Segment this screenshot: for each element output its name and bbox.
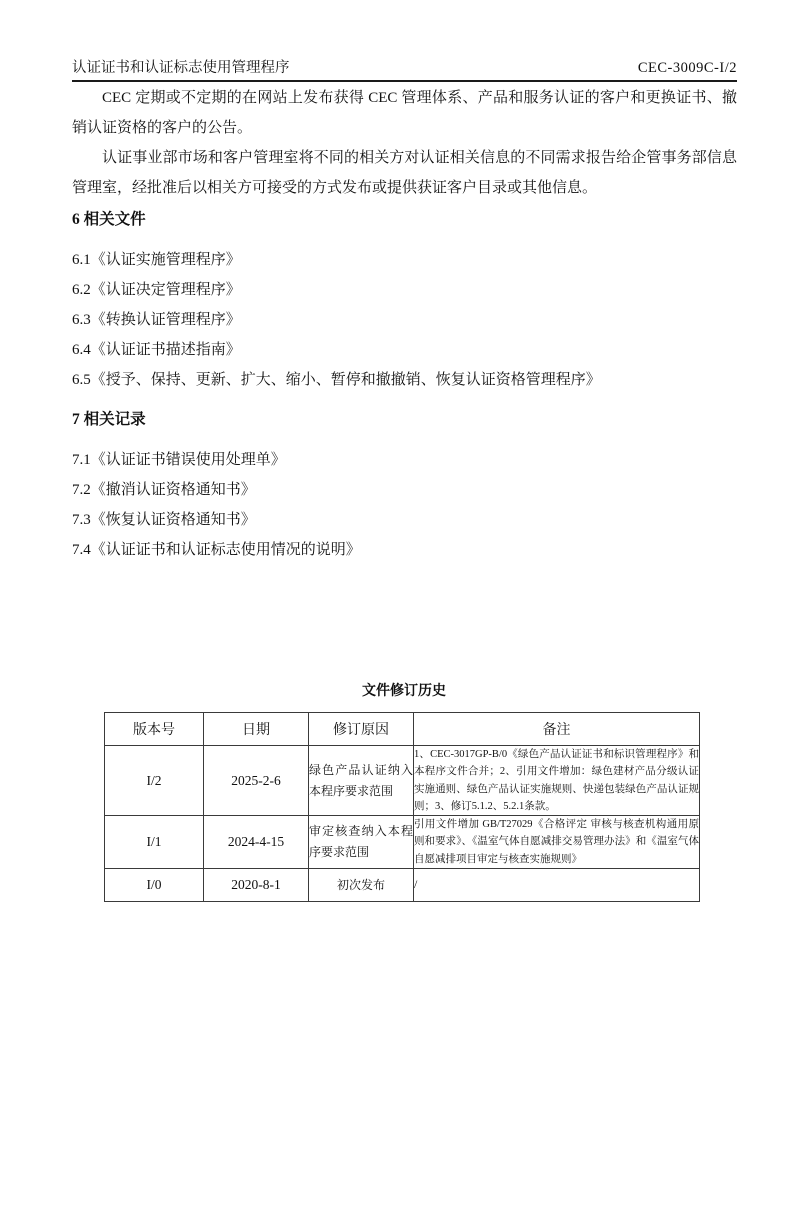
list-item: 6.2《认证决定管理程序》: [72, 282, 241, 298]
remark-cell: 引用文件增加 GB/T27029《合格评定 审核与核查机构通用原则和要求》、《温室气体自愿减排交易管理办法》和《温室气体自愿减排项目审定与核查实施规则》: [414, 816, 700, 869]
list-item: 7.3《恢复认证资格通知书》: [72, 512, 256, 528]
reason-cell: 绿色产品认证纳入本程序要求范围: [309, 746, 414, 816]
document-number: CEC-3009C-I/2: [637, 60, 737, 76]
section-6-list: [72, 245, 737, 395]
column-header-date: 日期: [204, 713, 309, 746]
column-header-reason: 修订原因: [309, 713, 414, 746]
section-7-heading: 7 相关记录: [72, 411, 146, 428]
section-7-list: [72, 445, 737, 565]
list-item: 6.1《认证实施管理程序》: [72, 252, 241, 268]
version-cell: I/1: [105, 816, 204, 869]
remark-cell: 1、CEC-3017GP-B/0《绿色产品认证证书和标识管理程序》和本程序文件合并；2、引用文件增加：绿色建材产品分级认证实施通则、绿色产品认证实施规则、快递包装绿色产品认证规则；3、修订5.1.2、5.2.1条款。: [414, 746, 700, 816]
body-paragraphs: [72, 83, 737, 203]
version-cell: I/0: [105, 869, 204, 902]
document-title: 认证证书和认证标志使用管理程序: [72, 60, 290, 76]
table-row: [105, 816, 700, 869]
section-6-heading: 6 相关文件: [72, 211, 146, 228]
revision-table-title: 文件修订历史: [362, 684, 446, 699]
date-cell: 2020-8-1: [204, 869, 309, 902]
version-cell: I/2: [105, 746, 204, 816]
column-header-version: 版本号: [105, 713, 204, 746]
page-header: [72, 54, 737, 82]
list-item: 6.5《授予、保持、更新、扩大、缩小、暂停和撤撤销、恢复认证资格管理程序》: [72, 372, 601, 388]
list-item: 6.3《转换认证管理程序》: [72, 312, 241, 328]
paragraph: CEC 定期或不定期的在网站上发布获得 CEC 管理体系、产品和服务认证的客户和更换证书、撤销认证资格的客户的公告。: [72, 90, 737, 136]
paragraph: 认证事业部市场和客户管理室将不同的相关方对认证相关信息的不同需求报告给企管事务部信息管理室，经批准后以相关方可接受的方式发布或提供获证客户目录或其他信息。: [72, 150, 737, 196]
reason-cell: 审定核查纳入本程序要求范围: [309, 816, 414, 869]
reason-cell: 初次发布: [309, 869, 414, 902]
table-header-row: [105, 713, 700, 746]
date-cell: 2025-2-6: [204, 746, 309, 816]
table-row: [105, 869, 700, 902]
list-item: 6.4《认证证书描述指南》: [72, 342, 241, 358]
list-item: 7.1《认证证书错误使用处理单》: [72, 452, 286, 468]
date-cell: 2024-4-15: [204, 816, 309, 869]
list-item: 7.2《撤消认证资格通知书》: [72, 482, 256, 498]
table-row: [105, 746, 700, 816]
remark-cell: /: [414, 869, 700, 902]
column-header-remark: 备注: [414, 713, 700, 746]
revision-history-table: [104, 712, 700, 902]
list-item: 7.4《认证证书和认证标志使用情况的说明》: [72, 542, 361, 558]
